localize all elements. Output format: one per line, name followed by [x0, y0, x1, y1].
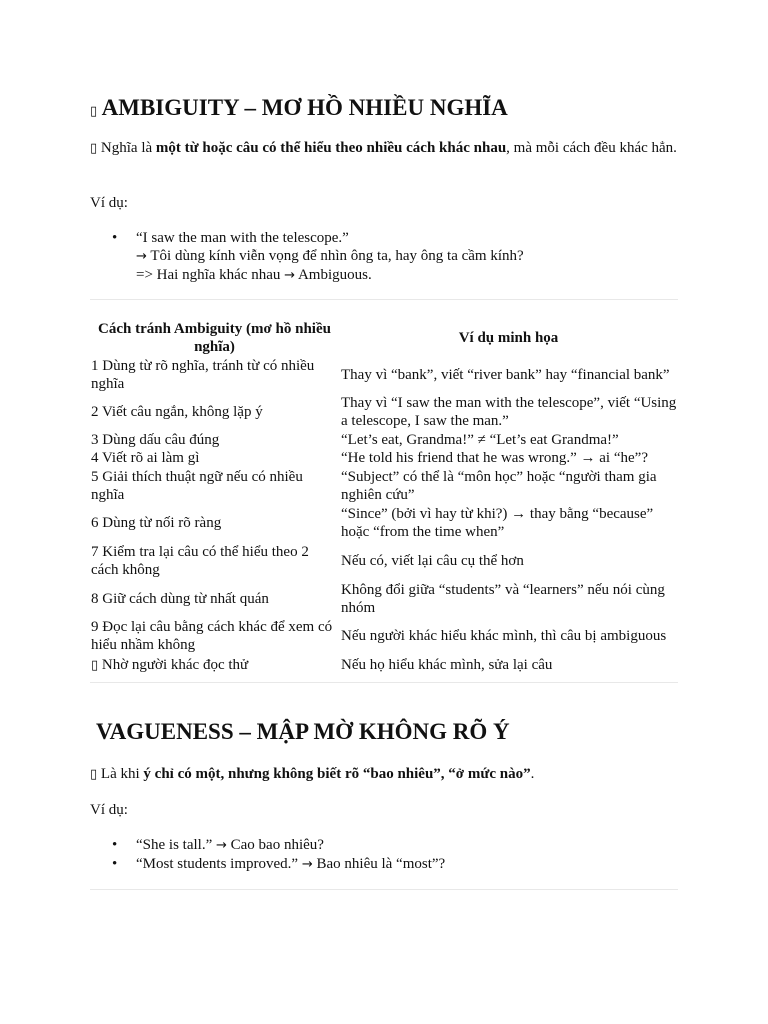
table-cell-method: 2 Viết câu ngắn, không lặp ý [91, 404, 263, 420]
table-cell-example: Thay vì “bank”, viết “river bank” hay “financial bank” [341, 366, 670, 383]
definition-bold: ý chỉ có một, nhưng không biết rõ “bao nhiêu”, “ở mức nào” [143, 766, 531, 782]
ambiguity-example-list [90, 229, 678, 285]
example-sentence: “She is tall.” [136, 837, 216, 853]
vagueness-definition [90, 765, 678, 784]
list-item [90, 836, 678, 855]
table-cell-method: 5 Giải thích thuật ngữ nếu có nhiều nghĩa [91, 468, 303, 503]
divider [90, 299, 678, 300]
right-arrow-icon: → [301, 857, 313, 872]
table-row [90, 467, 678, 504]
divider [90, 889, 678, 890]
list-item [90, 855, 678, 874]
missing-glyph-icon: ▯ [90, 141, 98, 156]
table-cell-example: Thay vì “I saw the man with the telescope”, viết “Using a telescope, I saw the man.” [341, 395, 677, 429]
table-cell-method [90, 655, 339, 675]
ambiguity-table [90, 320, 678, 675]
section-heading-vagueness: VAGUENESS – MẬP MỜ KHÔNG RÕ Ý [96, 719, 510, 744]
table-cell-example: “Since” (bởi vì hay từ khi?) → thay bằng “because” hoặc “from the time when” [341, 506, 654, 540]
table-header-example: Ví dụ minh họa [458, 330, 559, 346]
table-cell-example: “He told his friend that he was wrong.” → ai “he”? [341, 450, 648, 466]
table-cell-example: Nếu có, viết lại câu cụ thể hơn [341, 553, 524, 569]
example-conclusion-term: Ambiguous. [297, 267, 372, 283]
vagueness-example-list [90, 836, 678, 874]
right-arrow-icon: → [215, 838, 227, 853]
table-cell-method-text: Nhờ người khác đọc thử [101, 656, 249, 673]
right-arrow-icon: → [136, 249, 147, 264]
table-cell-example: “Let’s eat, Grandma!” ≠ “Let’s eat Grandma!” [341, 432, 619, 448]
example-question: Bao nhiêu là “most”? [316, 856, 446, 872]
example-interpretation: Tôi dùng kính viễn vọng để nhìn ông ta, hay ông ta cầm kính? [150, 248, 524, 264]
table-cell-example: “Subject” có thể là “môn học” hoặc “người tham gia nghiên cứu” [341, 468, 657, 503]
example-sentence: “I saw the man with the telescope.” [136, 230, 349, 246]
definition-suffix: , mà mỗi cách đều khác hẳn. [506, 140, 677, 156]
table-cell-method: 6 Dùng từ nối rõ ràng [91, 515, 222, 531]
table-row [90, 431, 678, 449]
table-cell-method: 7 Kiểm tra lại câu có thể hiểu theo 2 cách không [91, 544, 309, 578]
section-title-text: AMBIGUITY – MƠ HỒ NHIỀU NGHĨA [101, 95, 508, 120]
example-label: Ví dụ: [90, 195, 128, 211]
table-row [90, 655, 678, 675]
table-row [90, 393, 678, 431]
table-cell-example: Không đổi giữa “students” và “learners” nếu nói cùng nhóm [341, 581, 665, 616]
definition-prefix: Là khi [100, 766, 144, 782]
table-row [90, 542, 678, 580]
table-row [90, 356, 678, 393]
missing-glyph-icon: ▯ [90, 104, 98, 119]
definition-prefix: Nghĩa là [100, 140, 156, 156]
list-item [90, 229, 678, 285]
missing-glyph-icon: ▯ [90, 767, 98, 782]
table-cell-method: 9 Đọc lại câu bằng cách khác để xem có hiểu nhầm không [91, 619, 333, 653]
right-arrow-icon: → [284, 268, 296, 283]
example-label: Ví dụ: [90, 802, 128, 818]
table-row [90, 580, 678, 617]
definition-bold: một từ hoặc câu có thể hiểu theo nhiều cách khác nhau [155, 140, 507, 156]
example-question: Cao bao nhiêu? [230, 837, 324, 853]
table-row [90, 504, 678, 542]
table-header-method: Cách tránh Ambiguity (mơ hồ nhiều nghĩa) [98, 321, 331, 355]
example-conclusion: => Hai nghĩa khác nhau [136, 267, 285, 283]
example-sentence: “Most students improved.” [136, 856, 302, 872]
missing-glyph-icon: ▯ [91, 657, 99, 673]
table-cell-method: 3 Dùng dấu câu đúng [91, 432, 220, 448]
table-cell-method: 1 Dùng từ rõ nghĩa, tránh từ có nhiều nghĩa [91, 357, 315, 392]
table-row [90, 617, 678, 655]
section-heading-ambiguity [90, 94, 508, 126]
table-row [90, 449, 678, 467]
table-header-row [90, 320, 678, 356]
table-cell-example: Nếu người khác hiểu khác mình, thì câu bị ambiguous [341, 628, 667, 644]
divider [90, 682, 678, 683]
table-cell-method: 8 Giữ cách dùng từ nhất quán [91, 590, 269, 607]
table-cell-method: 4 Viết rõ ai làm gì [91, 450, 200, 466]
table-cell-example: Nếu họ hiểu khác mình, sửa lại câu [341, 657, 553, 673]
ambiguity-definition [90, 139, 678, 158]
definition-suffix: . [530, 766, 535, 782]
